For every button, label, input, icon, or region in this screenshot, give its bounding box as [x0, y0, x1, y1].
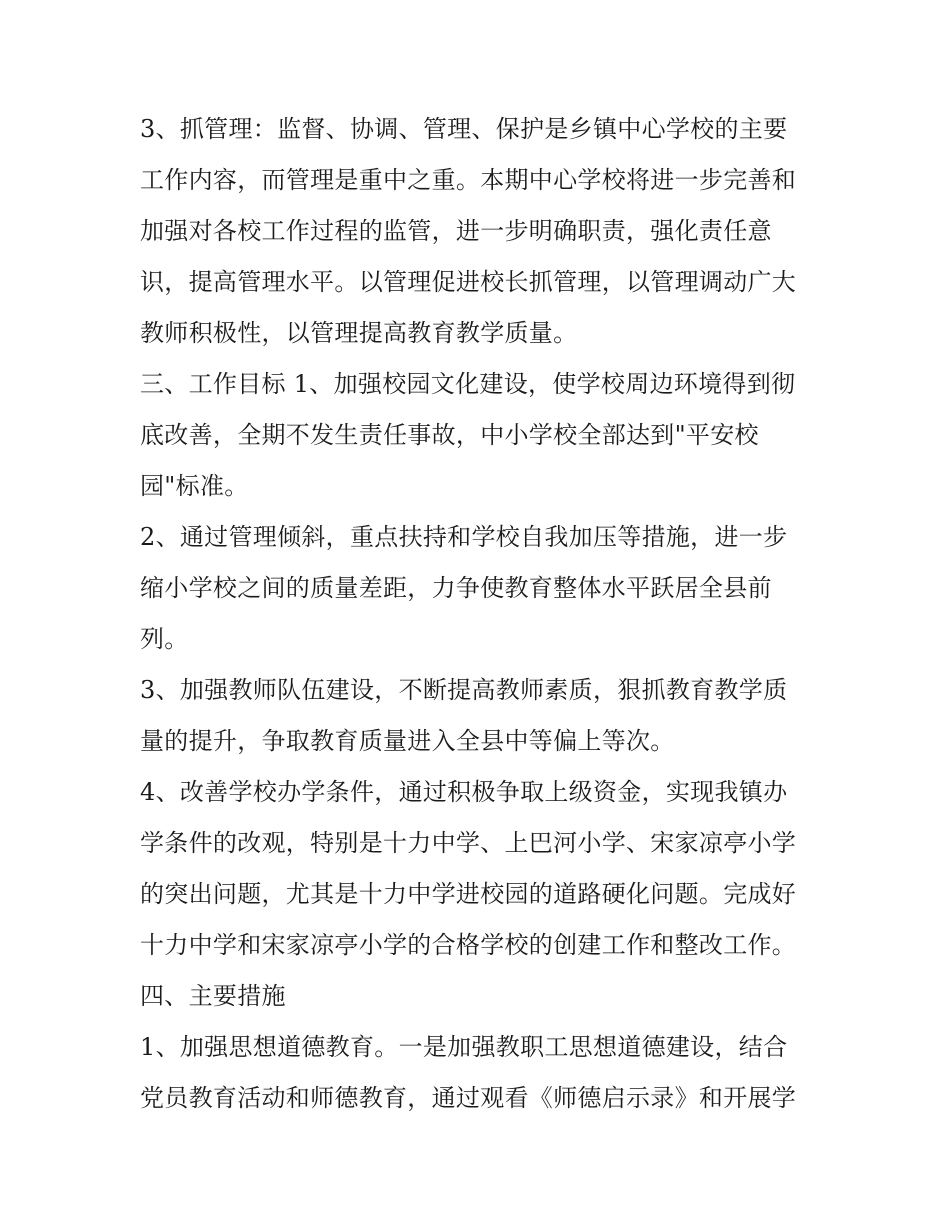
text-line: 工作内容，而管理是重中之重。本期中心学校将进一步完善和: [140, 166, 797, 194]
text-line: 学条件的改观，特别是十力中学、上巴河小学、宋家凉亭小学: [140, 829, 797, 857]
text-line: 缩小学校之间的质量差距，力争使教育整体水平跃居全县前: [140, 574, 772, 602]
text-line: 十力中学和宋家凉亭小学的合格学校的创建工作和整改工作。: [140, 931, 797, 959]
text-line: 识，提高管理水平。以管理促进校长抓管理，以管理调动广大: [140, 268, 797, 296]
text-line: 3、加强教师队伍建设，不断提高教师素质，狠抓教育教学质: [140, 676, 788, 704]
text-line: 2、通过管理倾斜，重点扶持和学校自我加压等措施，进一步: [140, 523, 788, 551]
text-line: 加强对各校工作过程的监管，进一步明确职责，强化责任意: [140, 217, 772, 245]
text-line: 1、加强思想道德教育。一是加强教职工思想道德建设，结合: [140, 1033, 788, 1061]
text-line: 4、改善学校办学条件，通过积极争取上级资金，实现我镇办: [140, 778, 788, 806]
text-line: 园"标准。: [140, 472, 249, 500]
text-line: 的突出问题，尤其是十力中学进校园的道路硬化问题。完成好: [140, 880, 797, 908]
document-page: [140, 104, 820, 1124]
section-heading-measures: 四、主要措施: [140, 982, 286, 1010]
text-line: 量的提升，争取教育质量进入全县中等偏上等次。: [140, 727, 675, 755]
text-line: 列。: [140, 625, 189, 653]
text-line: 党员教育活动和师德教育，通过观看《师德启示录》和开展学: [140, 1084, 797, 1112]
text-line: 教师积极性，以管理提高教育教学质量。: [140, 319, 578, 347]
section-heading-goals: 三、工作目标 1、加强校园文化建设，使学校周边环境得到彻: [140, 370, 796, 398]
text-line: 3、抓管理：监督、协调、管理、保护是乡镇中心学校的主要: [140, 115, 788, 143]
text-line: 底改善，全期不发生责任事故，中小学校全部达到"平安校: [140, 421, 759, 449]
